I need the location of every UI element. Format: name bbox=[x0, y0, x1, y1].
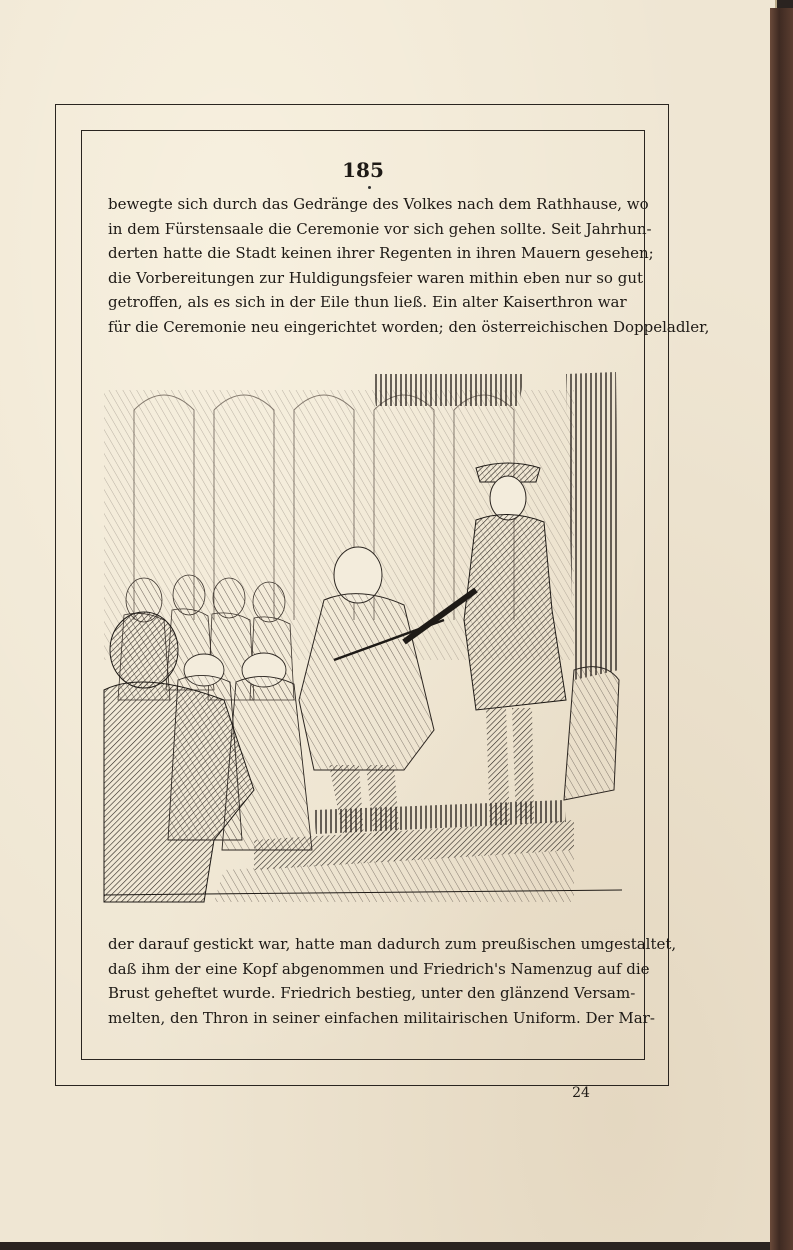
signature-number: 24 bbox=[572, 1085, 590, 1101]
text-line: die Vorbereitungen zur Huldigungsfeier waren mithin eben nur so gut bbox=[108, 268, 644, 287]
text-line: für die Ceremonie neu eingerichtet worden; den österreichischen Doppeladler, bbox=[108, 317, 710, 336]
text-line: derten hatte die Stadt keinen ihrer Regenten in ihren Mauern gesehen; bbox=[108, 244, 654, 262]
text-line: melten, den Thron in seiner einfachen militairischen Uniform. Der Mar- bbox=[108, 1008, 655, 1027]
text-line: getroffen, als es sich in der Eile thun ließ. Ein alter Kaiserthron war bbox=[108, 293, 627, 311]
text-line: Brust geheftet wurde. Friedrich bestieg, unter den glänzend Versam- bbox=[108, 984, 636, 1002]
page-number: 185 bbox=[342, 158, 384, 182]
text-line: in dem Fürstensaale die Ceremonie vor sich gehen sollte. Seit Jahrhun- bbox=[108, 219, 652, 238]
book-spine bbox=[770, 8, 793, 1250]
text-block-top bbox=[108, 192, 710, 339]
text-line: daß ihm der eine Kopf abgenommen und Friedrich's Namenzug auf die bbox=[108, 959, 650, 978]
text-block-bottom bbox=[108, 932, 677, 1030]
page-number-ornament bbox=[368, 186, 371, 189]
text-line: der darauf gestickt war, hatte man dadurch zum preußischen umgestaltet, bbox=[108, 935, 677, 953]
engraving-illustration bbox=[104, 370, 622, 902]
text-line: bewegte sich durch das Gedränge des Volkes nach dem Rathhause, wo bbox=[108, 195, 649, 213]
